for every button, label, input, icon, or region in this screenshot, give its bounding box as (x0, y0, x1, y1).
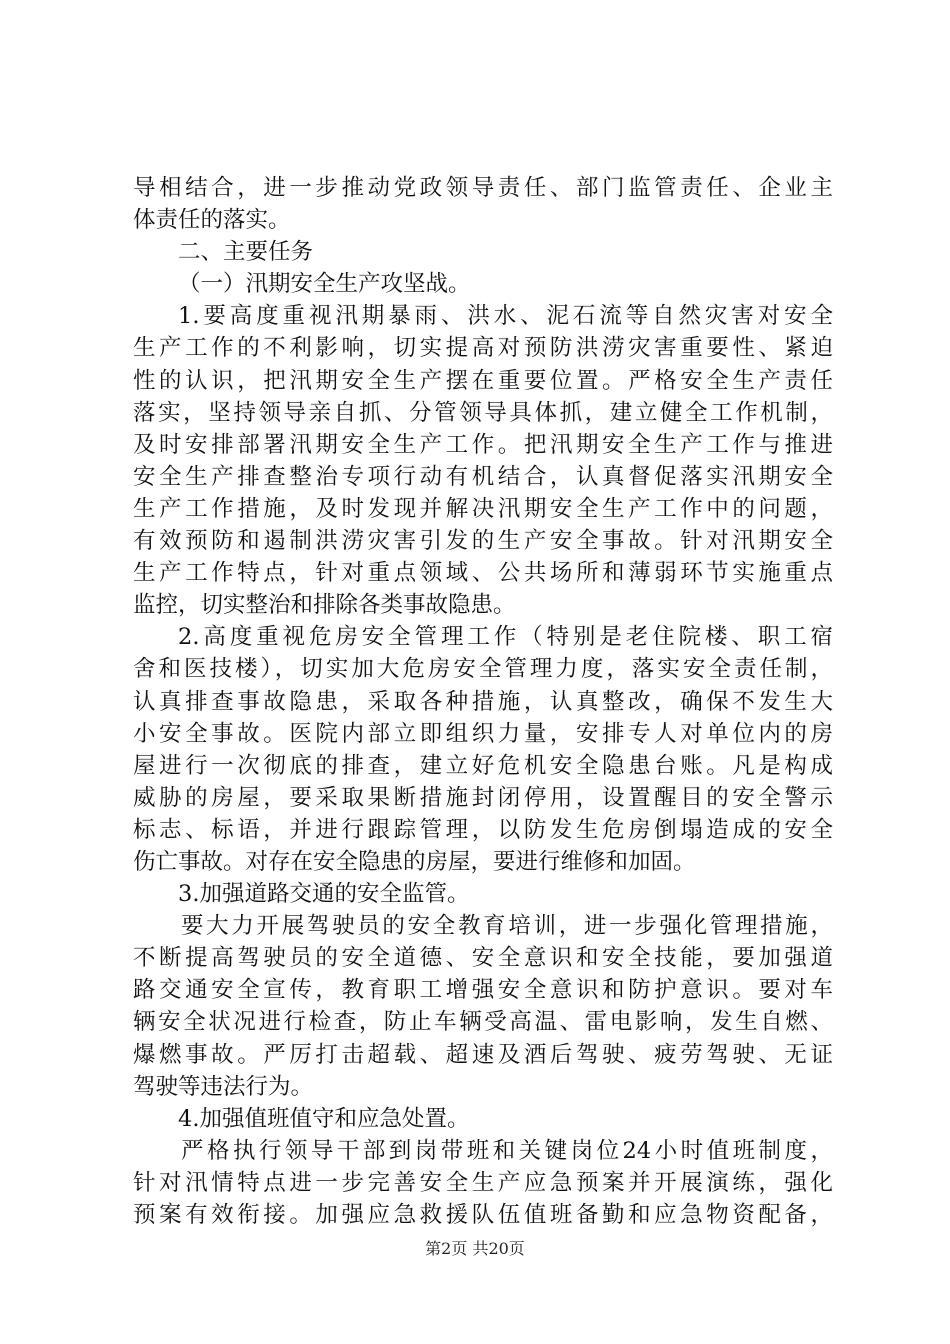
text-line: 2.高度重视危房安全管理工作（特别是老住院楼、职工宿 (178, 624, 833, 651)
text-line: 生产工作的不利影响，切实提高对预防洪涝灾害重要性、紧迫 (133, 335, 833, 362)
text-line: 标志、标语，并进行跟踪管理，以防发生危房倒塌造成的安全 (133, 816, 833, 843)
page-footer: 第2页 共20页 (425, 1239, 525, 1258)
text-line: 导相结合，进一步推动党政领导责任、部门监管责任、企业主 (133, 175, 833, 201)
text-line: 监控，切实整治和排除各类事故隐患。 (133, 592, 516, 619)
text-line: 不断提高驾驶员的安全道德、安全意识和安全技能，要加强道 (133, 945, 833, 972)
text-line: 3.加强道路交通的安全监管。 (178, 881, 470, 908)
text-line: 有效预防和遏制洪涝灾害引发的生产安全事故。针对汛期安全 (133, 528, 833, 555)
text-line: 4.加强值班值守和应急处置。 (178, 1105, 470, 1132)
text-line: （一）汛期安全生产攻坚战。 (178, 271, 471, 298)
text-line: 性的认识，把汛期安全生产摆在重要位置。严格安全生产责任 (133, 367, 833, 394)
text-line: 屋进行一次彻底的排查，建立好危机安全隐患台账。凡是构成 (133, 752, 833, 779)
text-line: 安全生产排查整治专项行动有机结合，认真督促落实汛期安全 (133, 463, 833, 490)
text-line: 爆燃事故。严厉打击超载、超速及酒后驾驶、疲劳驾驶、无证 (133, 1041, 833, 1068)
text-line: 小安全事故。医院内部立即组织力量，安排专人对单位内的房 (133, 720, 833, 747)
text-line: 路交通安全宣传，教育职工增强安全意识和防护意识。要对车 (133, 977, 833, 1004)
text-line: 针对汛情特点进一步完善安全生产应急预案并开展演练，强化 (133, 1169, 833, 1196)
text-line: 二、主要任务 (178, 239, 314, 266)
text-line: 预案有效衔接。加强应急救援队伍值班备勤和应急物资配备， (133, 1202, 833, 1228)
text-line: 认真排查事故隐患，采取各种措施，认真整改，确保不发生大 (133, 688, 833, 715)
document-body (133, 172, 833, 1231)
text-line: 落实，坚持领导亲自抓、分管领导具体抓，建立健全工作机制， (133, 399, 833, 426)
text-line: 伤亡事故。对存在安全隐患的房屋，要进行维修和加固。 (133, 848, 696, 875)
text-line: 1.要高度重视汛期暴雨、洪水、泥石流等自然灾害对安全 (178, 303, 833, 330)
text-line: 威胁的房屋，要采取果断措施封闭停用，设置醒目的安全警示 (133, 784, 833, 811)
text-line: 严格执行领导干部到岗带班和关键岗位24小时值班制度， (181, 1137, 833, 1164)
text-line: 舍和医技楼），切实加大危房安全管理力度，落实安全责任制， (133, 656, 833, 683)
text-line: 驾驶等违法行为。 (133, 1073, 314, 1100)
text-line: 生产工作特点，针对重点领域、公共场所和薄弱环节实施重点 (133, 560, 833, 587)
text-line: 及时安排部署汛期安全生产工作。把汛期安全生产工作与推进 (133, 431, 833, 458)
text-line: 辆安全状况进行检查，防止车辆受高温、雷电影响，发生自燃、 (133, 1009, 833, 1036)
text-line: 要大力开展驾驶员的安全教育培训，进一步强化管理措施， (181, 913, 833, 940)
text-line: 生产工作措施，及时发现并解决汛期安全生产工作中的问题， (133, 495, 833, 522)
text-line: 体责任的落实。 (133, 207, 291, 234)
